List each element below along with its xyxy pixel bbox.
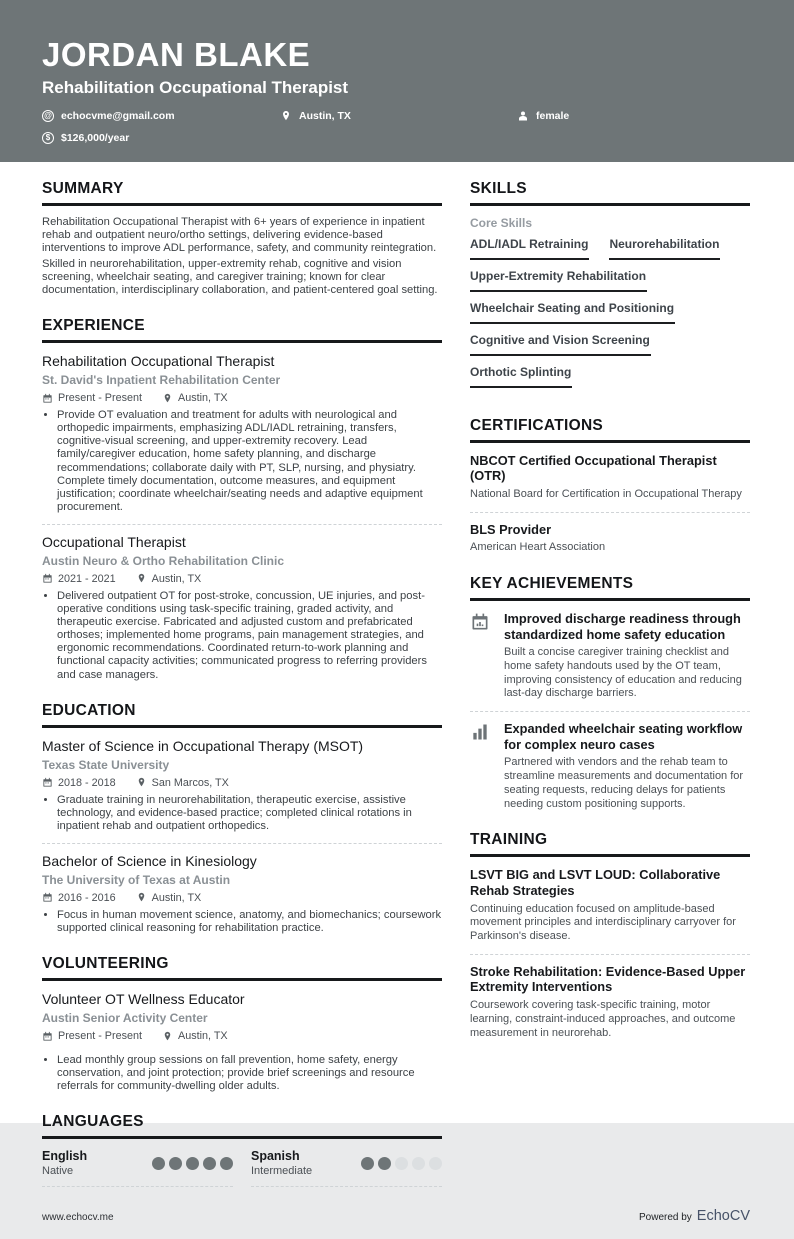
entry-location: San Marcos, TX [136,777,229,789]
language-rating-dots [361,1157,442,1170]
education-heading: EDUCATION [42,702,442,728]
skills-group-label: Core Skills [470,215,533,230]
training-item [470,964,750,1040]
entry-location: Austin, TX [136,892,202,904]
bar-chart-icon [470,721,492,811]
page-footer [0,1207,794,1239]
calendar-icon [42,573,53,584]
training-name: LSVT BIG and LSVT LOUD: Collaborative Rehab Strategies [470,867,721,899]
brand-link[interactable]: EchoCV [696,1208,750,1225]
skills-list [470,237,750,397]
achievement-desc: Built a concise caregiver training checklist and home safety handouts used by the OT team, improving consistency of education and reducing last-day discharge barriers. [504,646,742,700]
location-pin-icon [136,777,147,788]
degree-title: Master of Science in Occupational Therapy (MSOT) [42,737,364,754]
bullet-item: • Graduate training in neurorehabilitation, therapeutic exercise, assistive technology, and evidence-based practice; completed clinical rotations in inpatient rehab and outpatient orthopedics. [57,794,442,833]
certification-org: National Board for Certification in Occupational Therapy [470,487,742,500]
training-item [470,867,750,943]
rating-dot-filled [378,1157,391,1170]
entry-divider [470,512,750,513]
bullet-item: • Lead monthly group sessions on fall prevention, home safety, energy conservation, and joint protection; provide brief screenings and resource referrals for community-dwelling older adults. [57,1054,442,1093]
location-pin-icon [162,1031,173,1042]
rating-dot-filled [220,1157,233,1170]
skill-item: Cognitive and Vision Screening [470,333,651,356]
employer-name: Austin Neuro & Ortho Rehabilitation Clinic [42,553,285,568]
achievement-item [470,611,750,701]
date-range: 2016 - 2016 [42,892,116,904]
section-education [42,702,442,935]
location-pin-icon [136,573,147,584]
certification-name: NBCOT Certified Occupational Therapist (OTR) [470,452,717,484]
rating-dot-filled [361,1157,374,1170]
section-volunteering [42,955,442,1093]
entry-bullets [42,909,442,935]
dollar-circle-icon: $ [42,132,54,144]
achievement-title: Expanded wheelchair seating workflow for complex neuro cases [504,721,743,752]
summary-paragraph: Rehabilitation Occupational Therapist with 6+ years of experience in inpatient rehab and outpatient neuro/ortho settings, delivering evidence-based interventions to improve ADL performance, safety, and community reintegration. [42,215,437,254]
calendar-icon [42,777,53,788]
calendar-icon [42,892,53,903]
contact-location-value: Austin, TX [299,110,351,123]
location-pin-icon [162,393,173,404]
rating-dot-empty [412,1157,425,1170]
entry-meta [42,392,442,404]
job-title: Occupational Therapist [42,533,186,550]
contact-row [42,110,750,144]
website-link[interactable]: www.echocv.me [42,1212,114,1224]
calendar-chart-icon [470,611,492,701]
entry-location: Austin, TX [162,392,228,404]
entry-location: Austin, TX [162,1030,228,1042]
language-item [42,1149,233,1187]
languages-row [42,1149,442,1187]
date-range: Present - Present [42,1030,142,1042]
language-name: Spanish [251,1149,300,1164]
certifications-heading: CERTIFICATIONS [470,417,750,443]
skill-item: ADL/IADL Retraining [470,237,589,260]
rating-dot-empty [395,1157,408,1170]
at-icon: @ [42,110,54,122]
school-name: Texas State University [42,757,170,772]
achievement-title: Improved discharge readiness through standardized home safety education [504,610,741,642]
section-key-achievements [470,575,750,811]
language-rating-dots [152,1157,233,1170]
rating-dot-filled [152,1157,165,1170]
summary-paragraph: Skilled in neurorehabilitation, upper-extremity rehab, cognitive and vision screening, wheelchair seating, and caregiver training; known for clear documentation, interdisciplinary collaboration, and patient-centered goal setting. [42,257,438,297]
location-pin-icon [279,110,292,123]
certification-name: BLS Provider [470,521,552,537]
training-desc: Continuing education focused on amplitude-based movement principles and interdisciplinary carryover for Parkinson's disease. [470,902,736,943]
experience-heading: EXPERIENCE [42,317,442,343]
languages-heading: LANGUAGES [42,1113,442,1139]
skill-item: Neurorehabilitation [609,237,720,260]
entry-bullets [42,409,442,514]
skills-heading: SKILLS [470,180,750,206]
entry-divider [470,711,750,712]
education-entry [42,738,442,833]
skill-item: Wheelchair Seating and Positioning [470,301,675,324]
volunteering-heading: VOLUNTEERING [42,955,442,981]
calendar-icon [42,1031,53,1042]
section-training [470,831,750,1040]
contact-salary-value: $126,000/year [61,131,130,144]
right-column [470,180,750,1208]
entry-meta [42,573,442,585]
date-range: Present - Present [42,392,142,404]
organization-name: Austin Senior Activity Center [42,1011,208,1026]
training-name: Stroke Rehabilitation: Evidence-Based Upper Extremity Interventions [470,963,746,995]
achievement-desc: Partnered with vendors and the rehab team to streamline measurements and documentation for seating requests, reducing delays for patients needing custom positioning supports. [504,756,744,810]
entry-bullets [42,590,442,682]
person-icon [516,110,529,123]
language-name: English [42,1149,88,1164]
resume-body [0,162,794,1208]
training-desc: Coursework covering task-specific training, motor learning, constraint-induced approaches, and outcome measurement in neurorehab. [470,999,736,1039]
section-experience [42,317,442,681]
contact-email-value: echocvme@gmail.com [61,110,175,123]
rating-dot-filled [186,1157,199,1170]
entry-divider [42,524,442,525]
language-level: Native [42,1165,74,1178]
entry-bullets [42,1054,442,1093]
school-name: The University of Texas at Austin [42,872,231,887]
education-entry [42,853,442,935]
entry-divider [470,954,750,955]
contact-location [279,110,516,123]
language-item [251,1149,442,1187]
rating-dot-empty [429,1157,442,1170]
contact-gender [516,110,750,123]
section-summary [42,180,442,298]
contact-salary [42,132,279,144]
employer-name: St. David's Inpatient Rehabilitation Center [42,373,281,388]
volunteering-entry [42,991,442,1093]
experience-entry [42,353,442,514]
entry-meta [42,892,442,904]
summary-heading: SUMMARY [42,180,442,206]
candidate-name: JORDAN BLAKE [42,36,311,73]
certification-item [470,522,750,555]
bullet-item: • Focus in human movement science, anatomy, and biomechanics; coursework supported clinical reasoning for rehabilitation practice. [57,909,442,935]
resume-header [0,0,794,162]
bullet-item: • Provide OT evaluation and treatment for adults with neurological and orthopedic impairments, emphasizing ADL/IADL retraining, transfers, cognitive-visual screening, and upper-extremity recovery. Lead family/caregiver education, home safety planning, and discharge recommendations; collaborate daily with PT, SLP, nursing, and physiatry. Complete timely documentation, outcome measures, and equipment justification; coordinate wheelchair/seating needs and adaptive equipment procurement. [57,409,442,514]
contact-gender-value: female [536,110,570,123]
experience-entry [42,534,442,682]
training-heading: TRAINING [470,831,750,857]
date-range: 2021 - 2021 [42,573,116,585]
certification-item [470,453,750,502]
entry-bullets [42,794,442,833]
contact-email[interactable] [42,110,279,123]
achievement-item [470,721,750,811]
date-range: 2018 - 2018 [42,777,116,789]
powered-by: Powered by EchoCV [638,1208,750,1225]
skill-item: Orthotic Splinting [470,365,572,388]
candidate-title: Rehabilitation Occupational Therapist [42,77,349,97]
job-title: Rehabilitation Occupational Therapist [42,353,275,370]
role-title: Volunteer OT Wellness Educator [42,991,245,1008]
language-level: Intermediate [251,1165,313,1178]
entry-meta [42,1030,442,1042]
section-languages [42,1113,442,1187]
rating-dot-filled [169,1157,182,1170]
skill-item: Upper-Extremity Rehabilitation [470,269,647,292]
section-certifications [470,417,750,555]
entry-meta [42,777,442,789]
entry-divider [42,843,442,844]
location-pin-icon [136,892,147,903]
bullet-item: • Delivered outpatient OT for post-stroke, concussion, UE injuries, and post-operative conditions using task-specific training, graded activity, and therapeutic exercise. Fabricated and adjusted custom and prefabricated orthoses; implemented home programs, pain management strategies, and ergonomic recommendations. Coordinated return-to-work planning and functional capacity activities; communicated progress to referring providers and case managers. [57,590,442,682]
degree-title: Bachelor of Science in Kinesiology [42,852,257,869]
rating-dot-filled [203,1157,216,1170]
section-skills [470,180,750,397]
entry-location: Austin, TX [136,573,202,585]
certification-org: American Heart Association [470,541,606,554]
achievements-heading: KEY ACHIEVEMENTS [470,575,750,601]
left-column [42,180,442,1208]
calendar-icon [42,393,53,404]
